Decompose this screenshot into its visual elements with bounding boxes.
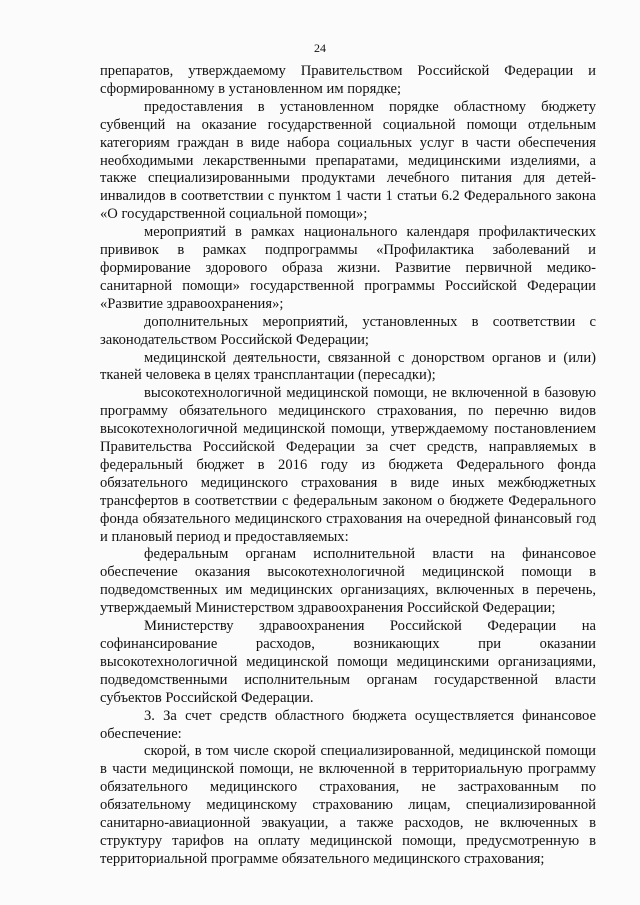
paragraph-high-tech-care: высокотехнологичной медицинской помощи, не включенной в базовую программу обязательного медицинского страхования, по перечню видов высокотехнологичной медицинской помощи, утверждаемому постановлением Правительства Российской Федерации за счет средств, направляемых в федеральный бюджет в 2016 году из бюджета Федерального фонда обязательного медицинского страхования в виде иных межбюджетных трансфертов в соответствии с федеральным законом о бюджете Федерального фонда обязательного медицинского страхования на очередной финансовый год и плановый период и предоставляемых: — [100, 385, 596, 545]
paragraph-additional-measures: дополнительных мероприятий, установленных в соответствии с законодательством Российской Федерации; — [100, 313, 596, 348]
paragraph-subventions: предоставления в установленном порядке областному бюджету субвенций на оказание государственной социальной помощи отдельным категориям граждан в виде набора социальных услуг в части обеспечения необходимыми лекарственными препаратами, медицинскими изделиями, а также специализированными продуктами лечебного питания для детей-инвалидов в соответствии с пунктом 1 части 1 статьи 6.2 Федерального закона «О государственной социальной помощи»; — [100, 98, 596, 223]
paragraph-ministry: Министерству здравоохранения Российской Федерации на софинансирование расходов, возникающих при оказании высокотехнологичной медицинской помощи медицинскими организациями, подведомственными исполнительным органам государственной власти субъектов Российской Федерации. — [100, 618, 596, 706]
paragraph-organ-donation: медицинской деятельности, связанной с донорством органов и (или) тканей человека в целях трансплантации (пересадки); — [100, 349, 596, 384]
document-body — [100, 63, 596, 869]
paragraph-vaccination: мероприятий в рамках национального календаря профилактических прививок в рамках подпрограммы «Профилактика заболеваний и формирование здорового образа жизни. Развитие первичной медико-санитарной помощи» государственной программы Российской Федерации «Развитие здравоохранения»; — [100, 224, 596, 312]
paragraph-continuation: препаратов, утверждаемому Правительством Российской Федерации и сформированному в установленном им порядке; — [100, 63, 596, 97]
paragraph-emergency-care: скорой, в том числе скорой специализированной, медицинской помощи в части медицинской помощи, не включенной в территориальную программу обязательного медицинского страхования, не застрахованным по обязательному медицинскому страхованию лицам, специализированной санитарно-авиационной эвакуации, а также расходов, не включенных в структуру тарифов на оплату медицинской помощи, предусмотренную в территориальной программе обязательного медицинского страхования; — [100, 743, 596, 867]
paragraph-section-3: 3. За счет средств областного бюджета осуществляется финансовое обеспечение: — [100, 707, 596, 742]
paragraph-federal-bodies: федеральным органам исполнительной власти на финансовое обеспечение оказания высокотехнологичной медицинской помощи в подведомственных им медицинских организациях, включенных в перечень, утверждаемый Министерством здравоохранения Российской Федерации; — [100, 546, 596, 617]
page-number: 24 — [314, 41, 326, 55]
